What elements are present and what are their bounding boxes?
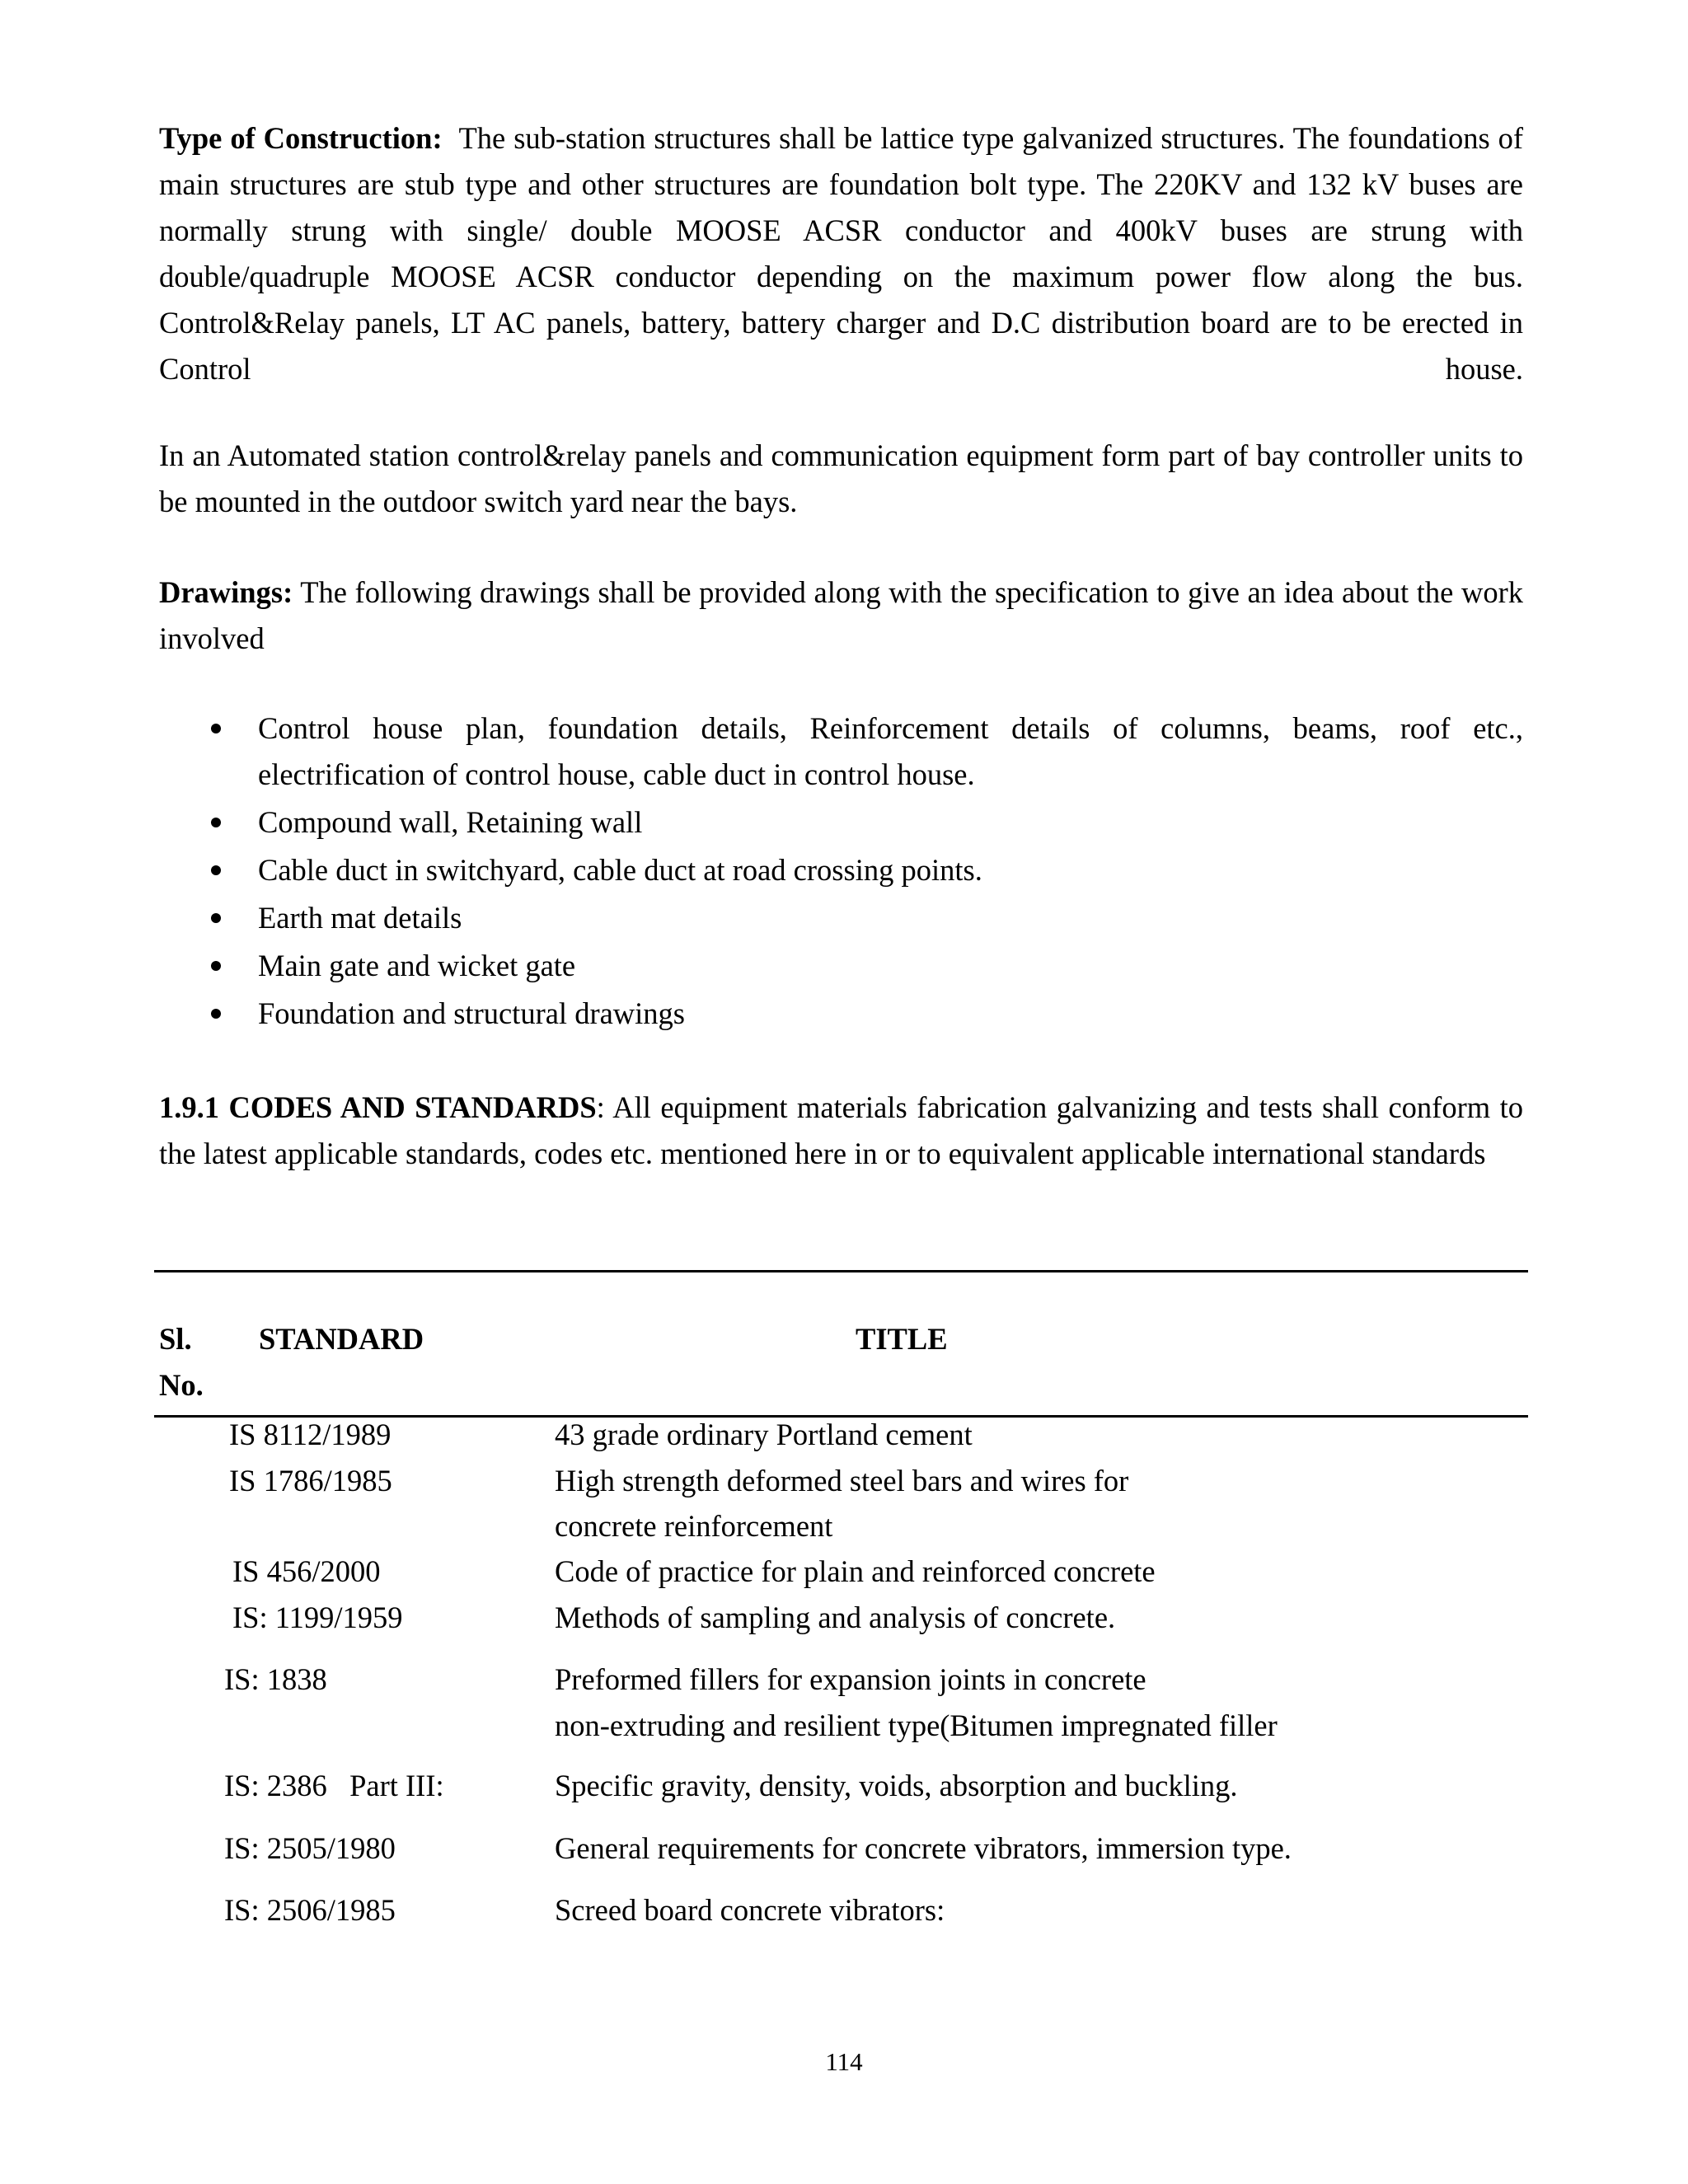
codes-standards-label: 1.9.1 CODES AND STANDARDS bbox=[159, 1090, 597, 1124]
list-item: Main gate and wicket gate bbox=[159, 943, 1523, 989]
table-cell-title: General requirements for concrete vibrators, immersion type. bbox=[555, 1831, 1292, 1865]
header-sl: Sl. bbox=[159, 1322, 192, 1356]
table-cell-standard: IS: 2386 Part III: bbox=[224, 1769, 444, 1802]
list-item: Compound wall, Retaining wall bbox=[159, 799, 1523, 846]
table-cell-title: High strength deformed steel bars and wires for bbox=[555, 1464, 1129, 1497]
codes-standards-text: : All equipment materials fabrication galvanizing and tests shall conform to the latest applicable standards, codes etc. mentioned here in or to equivalent applicable international standards bbox=[159, 1090, 1523, 1170]
table-cell-title: Methods of sampling and analysis of concrete. bbox=[555, 1601, 1116, 1634]
bullet-icon bbox=[211, 913, 221, 923]
table-cell-title: non-extruding and resilient type(Bitumen impregnated filler bbox=[555, 1708, 1278, 1742]
table-cell-standard: IS 8112/1989 bbox=[229, 1418, 392, 1451]
list-item: Earth mat details bbox=[159, 895, 1523, 941]
table-cell-standard: IS 1786/1985 bbox=[229, 1464, 392, 1497]
drawings-label: Drawings: bbox=[159, 575, 293, 609]
table-top-rule bbox=[154, 1270, 1528, 1272]
bullet-icon bbox=[211, 865, 221, 875]
automated-station-paragraph: In an Automated station control&relay panels and communication equipment form part of bay controller units to be mounted in the outdoor switch yard near the bays. bbox=[159, 438, 1523, 518]
drawings-text: The following drawings shall be provided along with the specification to give an idea about the work involved bbox=[159, 575, 1523, 655]
list-item: Cable duct in switchyard, cable duct at road crossing points. bbox=[159, 847, 1523, 893]
table-cell-title: 43 grade ordinary Portland cement bbox=[555, 1418, 973, 1451]
bullet-icon bbox=[211, 1009, 221, 1019]
table-cell-title: concrete reinforcement bbox=[555, 1509, 833, 1543]
drawings-list bbox=[159, 705, 1523, 1038]
table-cell-standard: IS: 2505/1980 bbox=[224, 1831, 396, 1865]
type-of-construction-text: The sub-station structures shall be lattice type galvanized structures. The foundations of main structures are stub type and other structures are foundation bolt type. The 220KV and 132 kV buses are normally strung with single/ double MOOSE ACSR conductor and 400kV buses are strung with double/quadruple MOOSE ACSR conductor depending on the maximum power flow along the bus. Control&Relay panels, LT AC panels, battery, battery charger and D.C distribution board are to be erected in Control house. bbox=[159, 121, 1523, 386]
type-of-construction-label: Type of Construction: bbox=[159, 121, 443, 155]
header-standard: STANDARD bbox=[259, 1322, 424, 1356]
list-item: Control house plan, foundation details, Reinforcement details of columns, beams, roof etc., electrification of control house, cable duct in control house. bbox=[159, 705, 1523, 798]
table-cell-standard: IS: 1199/1959 bbox=[232, 1601, 403, 1634]
table-cell-title: Specific gravity, density, voids, absorption and buckling. bbox=[555, 1769, 1238, 1802]
table-cell-standard: IS 456/2000 bbox=[232, 1554, 381, 1588]
bullet-icon bbox=[211, 818, 221, 827]
bullet-icon bbox=[211, 961, 221, 971]
header-no: No. bbox=[159, 1368, 204, 1402]
list-item: Foundation and structural drawings bbox=[159, 991, 1523, 1037]
table-cell-title: Preformed fillers for expansion joints in concrete bbox=[555, 1662, 1146, 1696]
table-cell-title: Code of practice for plain and reinforced concrete bbox=[555, 1554, 1156, 1588]
header-title: TITLE bbox=[856, 1322, 948, 1356]
table-cell-standard: IS: 2506/1985 bbox=[224, 1893, 396, 1927]
type-of-construction-paragraph bbox=[159, 115, 1523, 392]
table-cell-standard: IS: 1838 bbox=[224, 1662, 327, 1696]
codes-standards-paragraph bbox=[159, 1085, 1523, 1177]
page-number: 114 bbox=[825, 2047, 863, 2076]
bullet-icon bbox=[211, 724, 221, 733]
drawings-paragraph bbox=[159, 569, 1523, 662]
table-cell-title: Screed board concrete vibrators: bbox=[555, 1893, 945, 1927]
